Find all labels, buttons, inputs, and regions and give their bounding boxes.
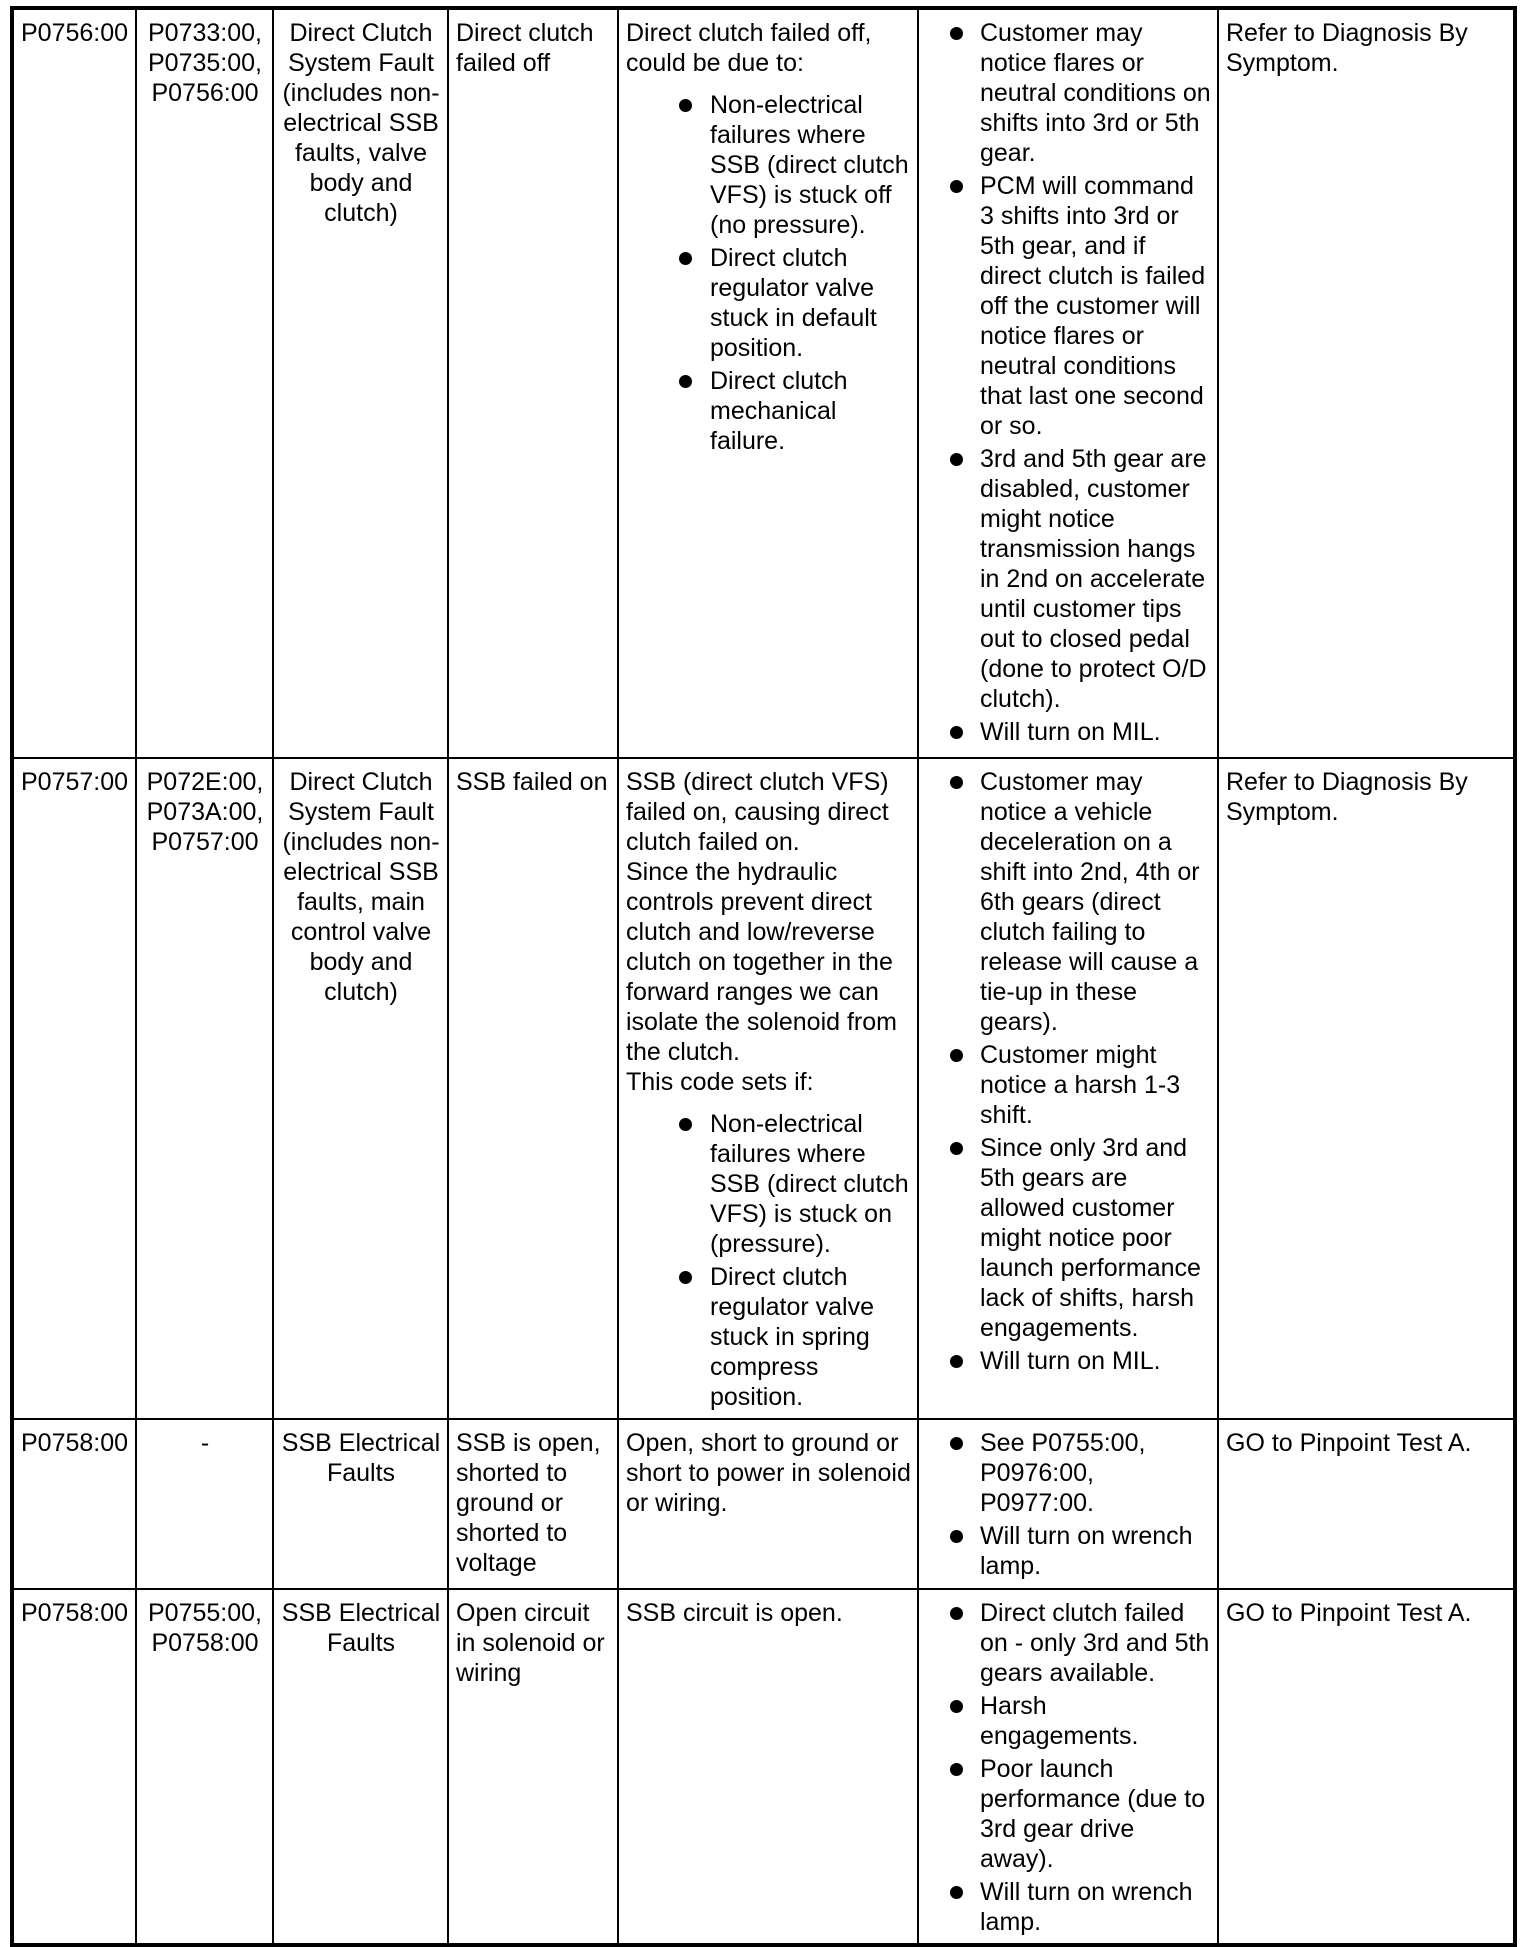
symptom-list: [926, 1598, 1211, 1937]
symptom-item: Will turn on wrench lamp.: [926, 1521, 1211, 1581]
symptom-item: Direct clutch failed on - only 3rd and 5th gears available.: [926, 1598, 1211, 1688]
description-text: Since the hydraulic controls prevent direct clutch and low/reverse clutch on together in the forward ranges we can isolate the solenoid from the clutch.: [626, 858, 897, 1066]
condition-cell: SSB failed on: [448, 758, 618, 1419]
dtc-cell: P0758:00: [12, 1589, 136, 1945]
symptom-item: Will turn on MIL.: [926, 717, 1211, 747]
fault-description-cell: Direct Clutch System Fault (includes non-electrical SSB faults, main control valve body and clutch): [273, 758, 448, 1419]
table-row: [12, 1419, 1515, 1589]
symptom-item: PCM will command 3 shifts into 3rd or 5th gear, and if direct clutch is failed off the customer will notice flares or neutral conditions that last one second or so.: [926, 171, 1211, 441]
symptom-item: Will turn on MIL.: [926, 1346, 1211, 1376]
condition-cell: Direct clutch failed off: [448, 8, 618, 758]
related-dtcs-cell: -: [136, 1419, 273, 1589]
action-cell: Refer to Diagnosis By Symptom.: [1218, 8, 1515, 758]
symptom-list: [926, 767, 1211, 1376]
fault-description-cell: SSB Electrical Faults: [273, 1589, 448, 1945]
symptom-item: 3rd and 5th gear are disabled, customer might notice transmission hangs in 2nd on accelerate until customer tips out to closed pedal (done to protect O/D clutch).: [926, 444, 1211, 714]
symptoms-cell: [918, 8, 1218, 758]
dtc-cell: P0757:00: [12, 758, 136, 1419]
cause-item: Direct clutch mechanical failure.: [676, 366, 911, 456]
description-text: SSB (direct clutch VFS) failed on, causing direct clutch failed on.: [626, 768, 889, 856]
table-row: [12, 8, 1515, 758]
description-text: Open, short to ground or short to power in solenoid or wiring.: [626, 1429, 911, 1517]
related-dtcs-cell: P072E:00, P073A:00, P0757:00: [136, 758, 273, 1419]
related-dtcs-cell: P0755:00, P0758:00: [136, 1589, 273, 1945]
related-dtcs-cell: P0733:00, P0735:00, P0756:00: [136, 8, 273, 758]
symptom-item: Customer may notice flares or neutral conditions on shifts into 3rd or 5th gear.: [926, 18, 1211, 168]
description-cell: [618, 758, 918, 1419]
description-cell: [618, 1419, 918, 1589]
action-cell: GO to Pinpoint Test A.: [1218, 1419, 1515, 1589]
cause-list: [626, 90, 911, 456]
symptom-item: Poor launch performance (due to 3rd gear drive away).: [926, 1754, 1211, 1874]
symptoms-cell: [918, 758, 1218, 1419]
symptom-list: [926, 1428, 1211, 1581]
cause-item: Direct clutch regulator valve stuck in spring compress position.: [676, 1262, 911, 1412]
table-body: [12, 8, 1515, 1945]
symptoms-cell: [918, 1589, 1218, 1945]
symptom-item: Will turn on wrench lamp.: [926, 1877, 1211, 1937]
dtc-cell: P0756:00: [12, 8, 136, 758]
description-text: Direct clutch failed off, could be due to:: [626, 19, 872, 77]
fault-description-cell: SSB Electrical Faults: [273, 1419, 448, 1589]
description-cell: [618, 8, 918, 758]
dtc-cell: P0758:00: [12, 1419, 136, 1589]
cause-item: Direct clutch regulator valve stuck in default position.: [676, 243, 911, 363]
description-cell: [618, 1589, 918, 1945]
action-cell: Refer to Diagnosis By Symptom.: [1218, 758, 1515, 1419]
action-cell: GO to Pinpoint Test A.: [1218, 1589, 1515, 1945]
condition-cell: Open circuit in solenoid or wiring: [448, 1589, 618, 1945]
fault-description-cell: Direct Clutch System Fault (includes non-electrical SSB faults, valve body and clutch): [273, 8, 448, 758]
symptom-item: Since only 3rd and 5th gears are allowed customer might notice poor launch performance lack of shifts, harsh engagements.: [926, 1133, 1211, 1343]
symptom-item: Harsh engagements.: [926, 1691, 1211, 1751]
condition-cell: SSB is open, shorted to ground or shorted to voltage: [448, 1419, 618, 1589]
dtc-table: [10, 6, 1517, 1947]
symptom-item: Customer might notice a harsh 1-3 shift.: [926, 1040, 1211, 1130]
table-row: [12, 1589, 1515, 1945]
symptom-item: Customer may notice a vehicle deceleration on a shift into 2nd, 4th or 6th gears (direct clutch failing to release will cause a tie-up in these gears).: [926, 767, 1211, 1037]
cause-item: Non-electrical failures where SSB (direct clutch VFS) is stuck on (pressure).: [676, 1109, 911, 1259]
symptom-list: [926, 18, 1211, 747]
cause-item: Non-electrical failures where SSB (direct clutch VFS) is stuck off (no pressure).: [676, 90, 911, 240]
description-text: SSB circuit is open.: [626, 1599, 843, 1627]
symptom-item: See P0755:00, P0976:00, P0977:00.: [926, 1428, 1211, 1518]
table-row: [12, 758, 1515, 1419]
description-text: This code sets if:: [626, 1068, 814, 1096]
symptoms-cell: [918, 1419, 1218, 1589]
cause-list: [626, 1109, 911, 1412]
